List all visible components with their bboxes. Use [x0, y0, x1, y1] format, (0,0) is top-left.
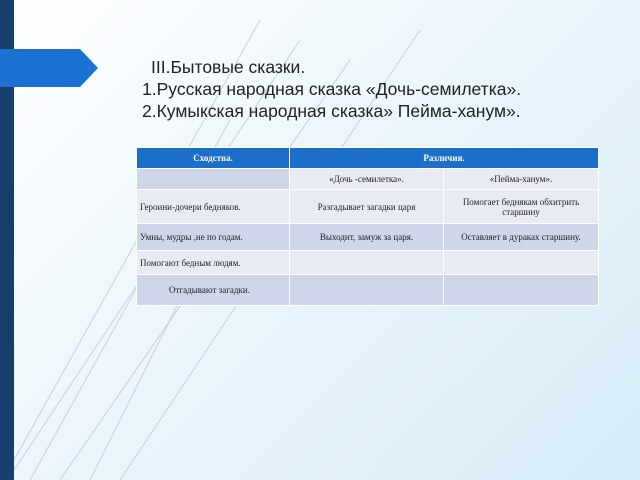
- table-cell: Выходит, замуж за царя.: [290, 224, 444, 251]
- table-cell: [137, 169, 290, 190]
- header-differences: Различия.: [290, 148, 599, 169]
- title-line-3: 2.Кумыкская народная сказка» Пейма-ханум».: [142, 101, 521, 121]
- table-cell: Отгадывают загадки.: [137, 275, 290, 306]
- table-cell: [290, 251, 444, 275]
- table-cell: [444, 275, 599, 306]
- subheader-peyma-khanum: «Пейма-ханум».: [444, 169, 599, 190]
- header-similarities: Сходства.: [137, 148, 290, 169]
- table-cell: [444, 251, 599, 275]
- table-cell: Разгадывает загадки царя: [290, 190, 444, 224]
- title-arrow-tab: [0, 49, 100, 87]
- table-row: [137, 190, 599, 224]
- table-cell: Помогает беднякам обхитрить старшину: [444, 190, 599, 224]
- table-row: [137, 224, 599, 251]
- title-line-1: III.Бытовые сказки.: [151, 57, 306, 77]
- table-cell: [290, 275, 444, 306]
- table-cell: Героини-дочери бедняков.: [137, 190, 290, 224]
- table-row: [137, 275, 599, 306]
- table-cell: Умны, мудры ,не по годам.: [137, 224, 290, 251]
- table-row: [137, 251, 599, 275]
- subheader-doch-semiletka: «Дочь -семилетка».: [290, 169, 444, 190]
- comparison-table: [136, 147, 599, 306]
- table-cell: Помогают бедным людям.: [137, 251, 290, 275]
- slide-title: [142, 56, 622, 122]
- title-line-2: 1.Русская народная сказка «Дочь-семилетка».: [142, 79, 522, 99]
- table-cell: Оставляет в дураках старшину.: [444, 224, 599, 251]
